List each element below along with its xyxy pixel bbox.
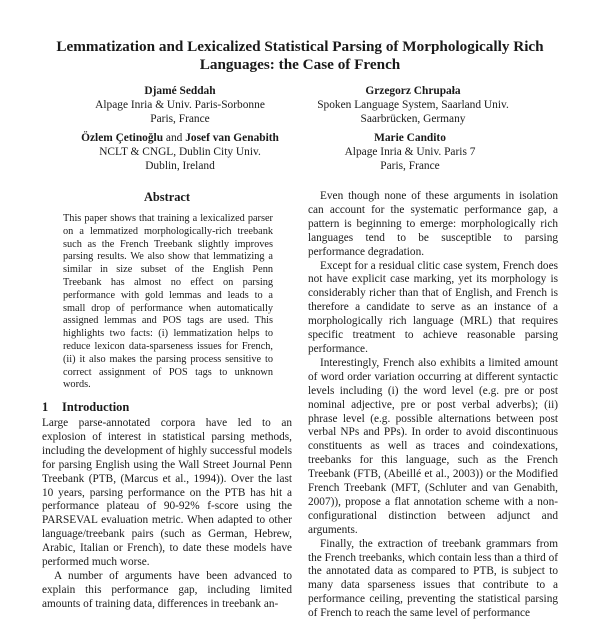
author-name: Grzegorz Chrupała: [365, 85, 461, 97]
author-location: Saarbrücken, Germany: [360, 113, 466, 125]
paragraph: Large parse-annotated corpora have led to an explosion of interest in statistical parsing methods, including the development of highly successful models for parsing English using the Wall Street Journal Penn Treebank (PTB, (Marcus et al., 1994)). Over the last 10 years, parsing performance on the PTB has hit a performance plateau of 90-92% f-score using the PARSEVAL evaluation metric. When adapted to other language/treebank pairs (such as German, Hebrew, Arabic, Italian or French), to date these models have performed much worse.: [42, 417, 292, 569]
abstract-text: This paper shows that training a lexicalized parser on a lemmatized morphologically-rich treebank such as the French Treebank slightly improves parsing results. We also show that lemmatizing a similar in size subset of the English Penn Treebank has almost no effect on parsing performance with gold lemmas and leads to a small drop of performance when automatically assigned lemmas and POS tags are used. This highlights two facts: (i) lemmatization helps to reduce lexicon data-sparseness issues for French, (ii) it also makes the parsing process sensitive to correct assignment of POS tags to unknown words.: [63, 213, 273, 391]
author-connector: and: [165, 132, 183, 144]
author-affiliation: NCLT & CNGL, Dublin City Univ.: [99, 146, 261, 158]
author-affiliation: Alpage Inria & Univ. Paris 7: [344, 146, 476, 158]
paragraph: Even though none of these arguments in isolation can account for the systematic performance gap, a pattern is beginning to emerge: morphologically rich languages tend to be susceptible to parsing performance degradation.: [308, 190, 558, 258]
author-block: [300, 131, 520, 173]
section-title: Introduction: [62, 400, 130, 414]
author-name: Özlem Çetinoğlu: [81, 132, 164, 144]
paragraph: Except for a residual clitic case system, French does not have explicit case marking, yet its morphology is considerably richer than that of English, and French is therefore a candidate to serve as an instance of a morphologically rich language (MRL) that requires specific treatment to achieve reasonable parsing performance.: [308, 259, 558, 355]
paragraph: Finally, the extraction of treebank grammars from the French treebanks, which contain less than a third of the annotated data as compared to PTB, is subject to many data sparseness issues that contribute to a performance ceiling, preventing the statistical parsing of French to reach the same level of performance: [308, 537, 558, 620]
paragraph: A number of arguments have been advanced to explain this performance gap, including limited amounts of training data, differences in treebank an-: [42, 569, 292, 610]
author-location: Paris, France: [380, 160, 440, 172]
author-name: Djamé Seddah: [144, 85, 216, 97]
author-location: Paris, France: [150, 113, 210, 125]
author-block: [60, 131, 300, 173]
author-names-line: [60, 131, 300, 145]
abstract-heading: Abstract: [143, 190, 191, 204]
paper-title: Lemmatization and Lexicalized Statistical Parsing of Morphologically Rich Languages: the Case of French: [56, 38, 544, 73]
paragraph: Interestingly, French also exhibits a limited amount of word order variation occurring at different syntactic levels including (i) the word level (e.g. pre or post nominal adjective, pre or post verbal adverbs); (ii) phrase level (e.g. possible alternations between post verbal NPs and PPs). In order to avoid discontinuous constituents as well as traces and coindexations, treebanks for this language, such as the French Treebank (FTB, (Abeillé et al., 2003)) or the Modified French Treebank (MFT, (Schluter and van Genabith, 2007)), propose a flat annotation scheme with a non-configurational distinction between adjunct and arguments.: [308, 356, 558, 536]
left-column-body: [42, 417, 292, 612]
section-heading: [42, 400, 292, 415]
right-column-body: [308, 190, 558, 621]
author-location: Dublin, Ireland: [145, 160, 215, 172]
author-block: [298, 84, 528, 126]
author-affiliation: Alpage Inria & Univ. Paris-Sorbonne: [95, 99, 265, 111]
author-name: Marie Candito: [374, 132, 446, 144]
author-name: Josef van Genabith: [185, 132, 279, 144]
author-block: [70, 84, 290, 126]
author-affiliation: Spoken Language System, Saarland Univ.: [317, 99, 509, 111]
section-number: 1: [42, 400, 49, 414]
